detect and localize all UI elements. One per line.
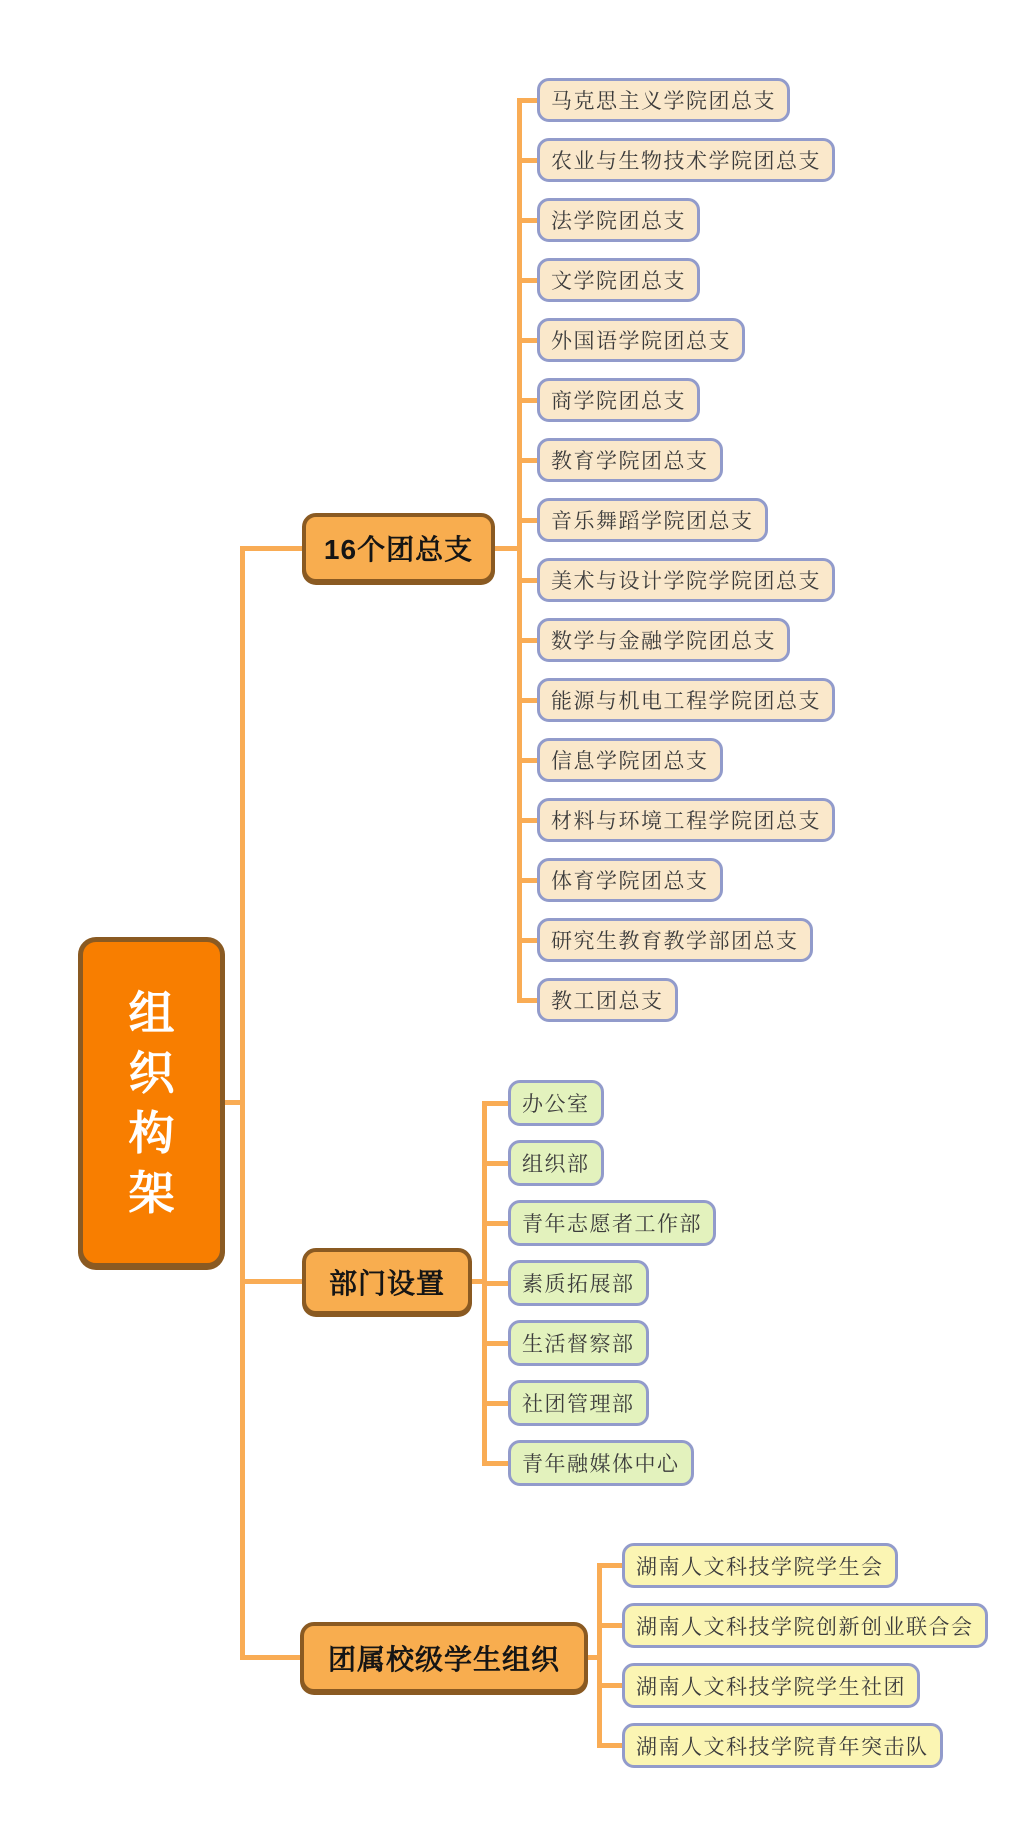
branch-label: 部门设置 bbox=[328, 1267, 445, 1299]
department-node: 组织部 bbox=[508, 1140, 604, 1186]
connector-child-stub bbox=[482, 1101, 509, 1106]
connector-child-stub bbox=[517, 398, 539, 403]
connector-child-stub bbox=[597, 1623, 623, 1628]
connector-child-stub bbox=[517, 458, 539, 463]
league-branch-node: 文学院团总支 bbox=[537, 258, 700, 302]
student-org-node: 湖南人文科技学院学生社团 bbox=[622, 1663, 920, 1708]
connector-branch1-trunk bbox=[517, 98, 522, 1003]
branch-node-student-orgs bbox=[300, 1622, 588, 1693]
connector-branch3-stub bbox=[240, 1655, 300, 1660]
department-node: 生活督察部 bbox=[508, 1320, 649, 1366]
league-branch-node: 研究生教育教学部团总支 bbox=[537, 918, 813, 962]
connector-child-stub bbox=[597, 1683, 623, 1688]
league-branch-node: 音乐舞蹈学院团总支 bbox=[537, 498, 768, 542]
connector-branch3-trunk bbox=[597, 1563, 602, 1748]
league-branch-node: 材料与环境工程学院团总支 bbox=[537, 798, 835, 842]
connector-child-stub bbox=[517, 698, 539, 703]
branch-node-departments bbox=[302, 1248, 472, 1315]
connector-child-stub bbox=[597, 1563, 623, 1568]
league-branch-node: 数学与金融学院团总支 bbox=[537, 618, 790, 662]
department-node: 青年志愿者工作部 bbox=[508, 1200, 716, 1246]
connector-child-stub bbox=[482, 1401, 509, 1406]
connector-child-stub bbox=[482, 1461, 509, 1466]
connector-child-stub bbox=[517, 518, 539, 523]
root-node bbox=[78, 937, 225, 1268]
connector-child-stub bbox=[517, 878, 539, 883]
connector-child-stub bbox=[597, 1743, 623, 1748]
branch-label: 16个团总支 bbox=[323, 534, 474, 565]
connector-child-stub bbox=[517, 998, 539, 1003]
department-node: 社团管理部 bbox=[508, 1380, 649, 1426]
connector-main-trunk bbox=[240, 546, 245, 1660]
league-branch-node: 美术与设计学院学院团总支 bbox=[537, 558, 835, 602]
connector-child-stub bbox=[482, 1161, 509, 1166]
league-branch-node: 商学院团总支 bbox=[537, 378, 700, 422]
connector-root-stub bbox=[224, 1100, 240, 1105]
department-node: 办公室 bbox=[508, 1080, 604, 1126]
connector-child-stub bbox=[517, 158, 539, 163]
connector-child-stub bbox=[517, 938, 539, 943]
league-branch-node: 法学院团总支 bbox=[537, 198, 700, 242]
league-branch-node: 农业与生物技术学院团总支 bbox=[537, 138, 835, 182]
league-branch-node: 马克思主义学院团总支 bbox=[537, 78, 790, 122]
connector-child-stub bbox=[517, 818, 539, 823]
league-branch-node: 体育学院团总支 bbox=[537, 858, 723, 902]
league-branch-node: 能源与机电工程学院团总支 bbox=[537, 678, 835, 722]
student-org-node: 湖南人文科技学院创新创业联合会 bbox=[622, 1603, 988, 1648]
connector-child-stub bbox=[517, 758, 539, 763]
league-branch-node: 外国语学院团总支 bbox=[537, 318, 745, 362]
connector-child-stub bbox=[482, 1341, 509, 1346]
connector-branch1-stub bbox=[240, 546, 302, 551]
connector-branch2-stub bbox=[245, 1279, 302, 1284]
connector-child-stub bbox=[482, 1281, 509, 1286]
connector-child-stub bbox=[517, 218, 539, 223]
league-branch-node: 信息学院团总支 bbox=[537, 738, 723, 782]
department-node: 青年融媒体中心 bbox=[508, 1440, 694, 1486]
department-node: 素质拓展部 bbox=[508, 1260, 649, 1306]
connector-child-stub bbox=[517, 578, 539, 583]
root-node-label: 组织构架 bbox=[128, 986, 175, 1219]
connector-child-stub bbox=[482, 1221, 509, 1226]
connector-child-stub bbox=[517, 638, 539, 643]
league-branch-node: 教育学院团总支 bbox=[537, 438, 723, 482]
connector-child-stub bbox=[517, 278, 539, 283]
student-org-node: 湖南人文科技学院青年突击队 bbox=[622, 1723, 943, 1768]
branch-node-16-league-branches bbox=[302, 513, 495, 583]
league-branch-node: 教工团总支 bbox=[537, 978, 678, 1022]
branch-label: 团属校级学生组织 bbox=[327, 1643, 560, 1675]
connector-child-stub bbox=[517, 338, 539, 343]
connector-child-stub bbox=[517, 98, 539, 103]
student-org-node: 湖南人文科技学院学生会 bbox=[622, 1543, 898, 1588]
